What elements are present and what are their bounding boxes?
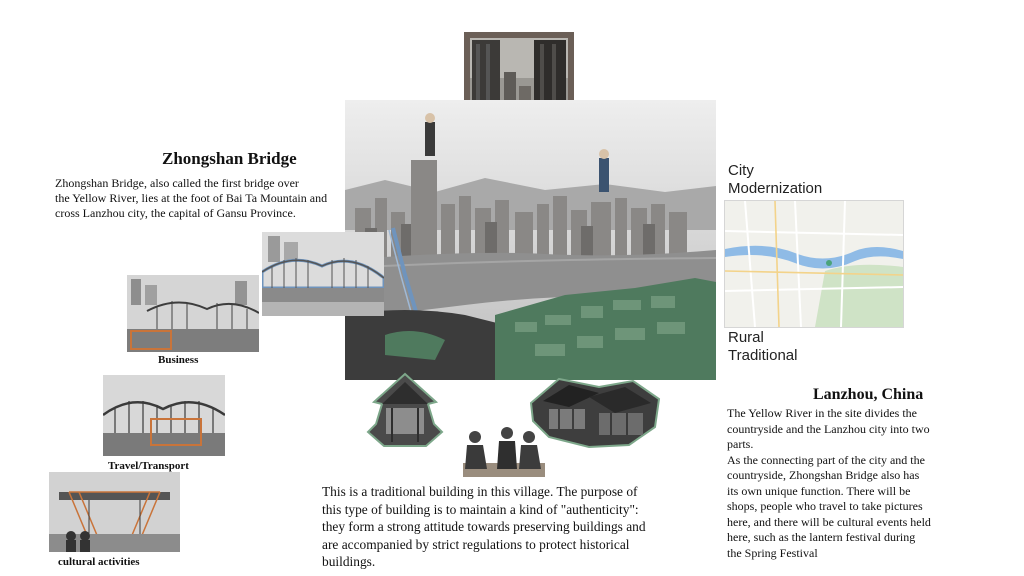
lanzhou-china-title: Lanzhou, China bbox=[813, 386, 924, 403]
business-bridge-photo bbox=[127, 275, 259, 352]
description-line: they form a strong attitude towards preserving buildings and bbox=[322, 519, 646, 534]
modernization-label: Modernization bbox=[728, 180, 823, 197]
lanzhou-map-image bbox=[724, 200, 904, 328]
traditional-label: Traditional bbox=[728, 347, 798, 364]
description-line: are accompanied by strict regulations to protect historical bbox=[322, 536, 630, 552]
cultural-activities-photo bbox=[49, 472, 180, 552]
description-line: This is a traditional building in this village. The purpose of bbox=[322, 484, 638, 499]
description-line: Zhongshan Bridge, also called the first bridge over bbox=[55, 176, 299, 190]
description-line: countryside and the Lanzhou city into two bbox=[727, 421, 930, 436]
description-line: here, and there will be cultural events held bbox=[727, 514, 931, 529]
travel-transport-caption: Travel/Transport bbox=[108, 460, 189, 472]
description-line: the Spring Festival bbox=[727, 545, 818, 560]
description-line: the Yellow River, lies at the foot of Bai Ta Mountain and bbox=[55, 191, 328, 205]
description-line: parts. bbox=[727, 437, 754, 451]
business-caption: Business bbox=[158, 354, 199, 366]
cultural-activities-caption: cultural activities bbox=[58, 556, 140, 568]
description-line: The Yellow River in the site divides the bbox=[727, 406, 917, 420]
travel-transport-photo bbox=[103, 375, 225, 456]
zhongshan-bridge-title: Zhongshan Bridge bbox=[162, 149, 297, 168]
zhongshan-bridge-description bbox=[55, 176, 347, 221]
description-line: its own unique function. There will be bbox=[727, 483, 911, 498]
city-modernization-label bbox=[728, 162, 822, 198]
bridge-blue-outline-photo bbox=[262, 232, 384, 316]
pavilion-cutout bbox=[364, 372, 446, 450]
traditional-building-description bbox=[322, 483, 702, 571]
description-line: this type of building is to maintain a kind of "authenticity": bbox=[322, 501, 639, 517]
description-line: buildings. bbox=[322, 554, 376, 569]
description-line: shops, people who travel to take pictures bbox=[727, 499, 923, 513]
temple-complex-cutout bbox=[529, 373, 661, 449]
rural-traditional-label bbox=[728, 329, 797, 365]
lanzhou-description bbox=[727, 406, 967, 561]
description-line: countryside, Zhongshan Bridge also has bbox=[727, 468, 920, 482]
main-city-panorama-photo bbox=[345, 100, 716, 380]
description-line: here, such as the lantern festival during bbox=[727, 530, 916, 544]
description-line: cross Lanzhou city, the capital of Gansu Province. bbox=[55, 206, 296, 220]
rural-label: Rural bbox=[728, 329, 764, 346]
description-line: As the connecting part of the city and the bbox=[727, 452, 925, 467]
city-label: City bbox=[728, 162, 754, 179]
